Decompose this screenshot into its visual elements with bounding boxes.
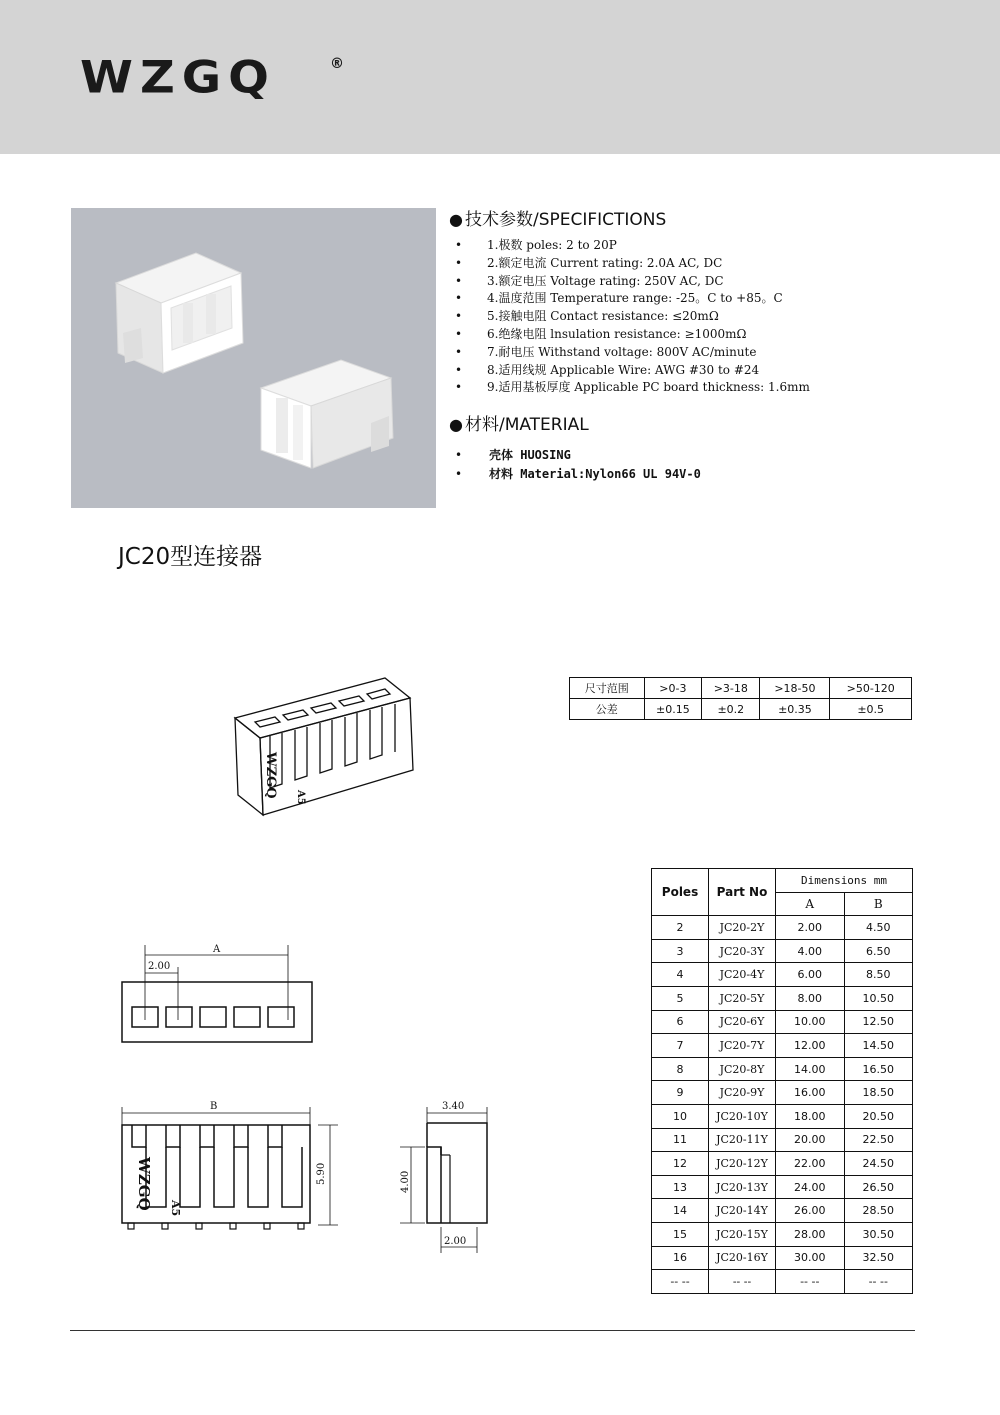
cell-dim-a: 28.00 [776,1222,845,1246]
cell-dim-b: 22.50 [844,1128,913,1152]
cell-poles: 8 [652,1057,709,1081]
registered-mark: ® [330,56,344,72]
cell-poles: 5 [652,986,709,1010]
col-header-a: A [776,892,845,916]
cell-dim-a: 6.00 [776,963,845,987]
cell-dim-a: 8.00 [776,986,845,1010]
table-row [652,1128,913,1152]
table-cell: ±0.2 [702,699,760,720]
cell-dim-b: 32.50 [844,1246,913,1270]
table-row [652,1199,913,1223]
dim-label-b: B [210,1101,218,1112]
table-cell: >50-120 [830,678,912,699]
col-header-poles: Poles [652,869,709,916]
table-cell: >0-3 [644,678,702,699]
table-row [652,1034,913,1058]
cell-dim-b: 10.50 [844,986,913,1010]
cell-dim-a: 4.00 [776,939,845,963]
product-title: JC20型连接器 [118,544,263,570]
table-row [652,1222,913,1246]
spec-item: • 2.额定电流 Current rating: 2.0A AC, DC [455,255,723,270]
table-row [652,1246,913,1270]
table-row [652,1081,913,1105]
cell-poles: 6 [652,1010,709,1034]
spec-item: • 3.额定电压 Voltage rating: 250V AC, DC [455,273,724,288]
spec-item: • 4.温度范围 Temperature range: -25。C to +85。C [455,291,783,306]
cell-part-no: JC20-10Y [709,1104,776,1128]
table-row [652,1104,913,1128]
col-header-part-no: Part No [709,869,776,916]
cell-dim-a: 12.00 [776,1034,845,1058]
dim-label-height: 5.90 [316,1162,327,1185]
product-photo [71,208,436,508]
cell-dim-a: 10.00 [776,1010,845,1034]
specs-heading: ● 技术参数/SPECIFICTIONS [449,210,667,230]
material-item: • 壳体 HUOSING [455,448,571,462]
cell-poles: 12 [652,1152,709,1176]
connector-lower [261,360,393,468]
cell-dim-b: 6.50 [844,939,913,963]
cell-part-no: JC20-12Y [709,1152,776,1176]
table-cell: >3-18 [702,678,760,699]
table-row [652,1057,913,1081]
cell-part-no: JC20-6Y [709,1010,776,1034]
table-cell: ±0.15 [644,699,702,720]
specs-list [455,237,810,397]
dimensions-table [651,868,913,1294]
spec-item: • 9.适用基板厚度 Applicable PC board thickness: 1.6mm [455,380,810,395]
table-row [652,963,913,987]
dim-label-pitch: 2.00 [148,961,171,972]
table-row [652,1010,913,1034]
bullet-dot-icon: ● [449,210,463,229]
cell-part-no: -- -- [709,1270,776,1294]
table-row [570,678,912,699]
cell-poles: 13 [652,1175,709,1199]
material-list [455,446,701,484]
cell-poles: 14 [652,1199,709,1223]
cell-part-no: JC20-4Y [709,963,776,987]
bullet-dot-icon: ● [449,415,463,434]
cell-part-no: JC20-9Y [709,1081,776,1105]
iso-brand-marking: WZGQ [263,752,278,799]
cell-dim-a: -- -- [776,1270,845,1294]
cell-part-no: JC20-2Y [709,916,776,940]
table-cell: 尺寸范围 [570,678,645,699]
cell-dim-a: 26.00 [776,1199,845,1223]
table-cell: ±0.5 [830,699,912,720]
cell-poles: 11 [652,1128,709,1152]
cell-dim-b: 18.50 [844,1081,913,1105]
table-row [652,986,913,1010]
col-header-dimensions: Dimensions mm [776,869,913,893]
table-row [652,916,913,940]
cell-part-no: JC20-8Y [709,1057,776,1081]
cell-dim-a: 18.00 [776,1104,845,1128]
table-cell: >18-50 [760,678,830,699]
spec-item: • 5.接触电阻 Contact resistance: ≤20mΩ [455,309,719,324]
cell-part-no: JC20-16Y [709,1246,776,1270]
cell-dim-b: -- -- [844,1270,913,1294]
front-brand-marking: WZGQ [135,1157,153,1211]
tolerance-table [569,677,912,720]
connector-photo-illustration [71,208,436,508]
cell-part-no: JC20-15Y [709,1222,776,1246]
cell-part-no: JC20-14Y [709,1199,776,1223]
front-view-drawing [110,1095,340,1245]
cell-poles: -- -- [652,1270,709,1294]
spec-item: • 7.耐电压 Withstand voltage: 800V AC/minute [455,344,757,359]
cell-part-no: JC20-13Y [709,1175,776,1199]
cell-part-no: JC20-7Y [709,1034,776,1058]
footer-divider [70,1330,915,1331]
material-item: • 材料 Material:Nylon66 UL 94V-0 [455,467,701,481]
iso-code-marking: A5 [295,790,306,805]
cell-dim-b: 28.50 [844,1199,913,1223]
front-code-marking: A5 [169,1200,182,1217]
cell-dim-b: 26.50 [844,1175,913,1199]
cell-dim-a: 14.00 [776,1057,845,1081]
cell-poles: 16 [652,1246,709,1270]
table-header-row [652,869,913,893]
isometric-drawing [225,670,425,820]
cell-dim-a: 20.00 [776,1128,845,1152]
cell-poles: 7 [652,1034,709,1058]
table-row [652,1175,913,1199]
cell-part-no: JC20-11Y [709,1128,776,1152]
cell-dim-b: 4.50 [844,916,913,940]
header-band [0,0,1000,154]
dim-label-a: A [213,944,221,955]
cell-dim-b: 24.50 [844,1152,913,1176]
connector-upper [116,253,243,373]
material-heading: ● 材料/MATERIAL [449,415,589,435]
table-row [652,1152,913,1176]
cell-dim-a: 2.00 [776,916,845,940]
spec-item: • 6.绝缘电阻 lnsulation resistance: ≥1000mΩ [455,326,747,341]
table-row [652,939,913,963]
col-header-b: B [844,892,913,916]
spec-item: • 8.适用线规 Applicable Wire: AWG #30 to #24 [455,362,760,377]
table-row [570,699,912,720]
cell-dim-a: 24.00 [776,1175,845,1199]
cell-dim-b: 20.50 [844,1104,913,1128]
dimensions-table-body [652,916,913,1294]
cell-dim-b: 14.50 [844,1034,913,1058]
dim-label-side-height: 4.00 [400,1170,411,1193]
table-cell: ±0.35 [760,699,830,720]
cell-poles: 2 [652,916,709,940]
cell-dim-b: 12.50 [844,1010,913,1034]
cell-poles: 9 [652,1081,709,1105]
top-view-drawing [110,935,320,1055]
side-view-drawing [395,1095,505,1260]
cell-poles: 15 [652,1222,709,1246]
cell-poles: 10 [652,1104,709,1128]
cell-dim-a: 30.00 [776,1246,845,1270]
cell-dim-a: 22.00 [776,1152,845,1176]
cell-part-no: JC20-3Y [709,939,776,963]
cell-dim-b: 16.50 [844,1057,913,1081]
cell-dim-b: 30.50 [844,1222,913,1246]
cell-poles: 3 [652,939,709,963]
spec-item: • 1.极数 poles: 2 to 20P [455,238,617,252]
table-row [652,1270,913,1294]
brand-logo: WZGQ [80,52,276,104]
cell-part-no: JC20-5Y [709,986,776,1010]
dim-label-depth: 3.40 [442,1101,465,1112]
table-cell: 公差 [570,699,645,720]
cell-poles: 4 [652,963,709,987]
cell-dim-a: 16.00 [776,1081,845,1105]
dim-label-side-width: 2.00 [444,1236,467,1247]
cell-dim-b: 8.50 [844,963,913,987]
